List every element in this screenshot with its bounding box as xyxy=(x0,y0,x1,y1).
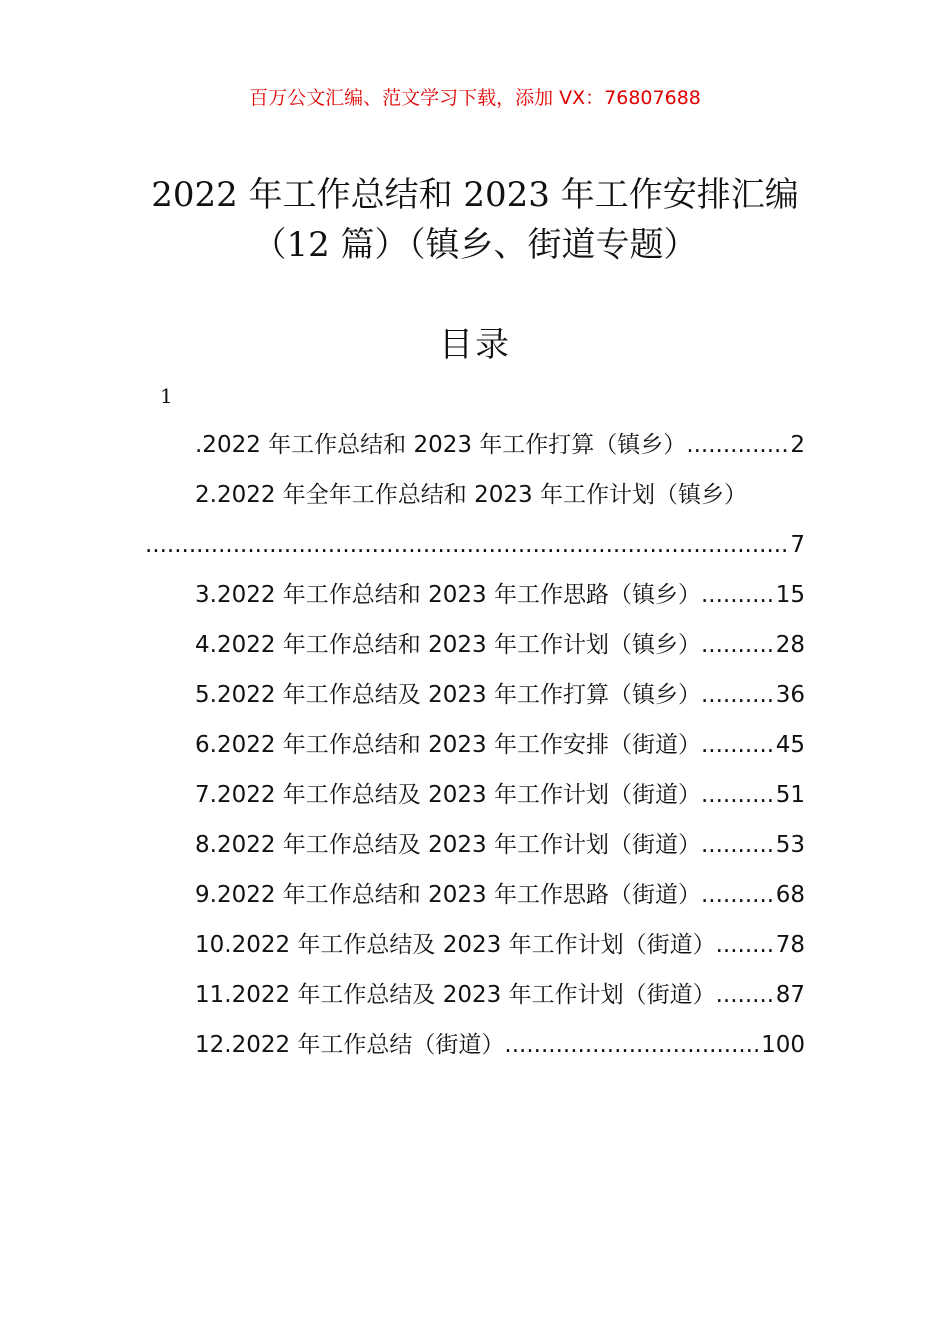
toc-entry-title: 7.2022 年工作总结及 2023 年工作计划（街道） xyxy=(195,782,701,808)
document-title-line-2: （12 篇）（镇乡、街道专题） xyxy=(252,225,698,265)
toc-entry-page: 100 xyxy=(761,1032,805,1058)
toc-list xyxy=(145,420,805,1070)
toc-marker: 1 xyxy=(160,384,173,408)
toc-entry-page: 51 xyxy=(775,782,805,808)
toc-entry-title: 4.2022 年工作总结和 2023 年工作计划（镇乡） xyxy=(195,632,701,658)
toc-entry-page: 87 xyxy=(775,982,805,1008)
toc-entry-title: 11.2022 年工作总结及 2023 年工作计划（街道） xyxy=(195,982,716,1008)
toc-entry[interactable] xyxy=(145,870,805,920)
toc-entry[interactable] xyxy=(145,570,805,620)
toc-leader-dots xyxy=(701,670,776,720)
toc-entry[interactable] xyxy=(145,720,805,770)
toc-entry-page: 28 xyxy=(775,632,805,658)
toc-entry-page: 53 xyxy=(775,832,805,858)
header-note: 百万公文汇编、范文学习下载，添加 VX：76807688 xyxy=(249,87,701,109)
toc-entry[interactable] xyxy=(145,620,805,670)
toc-leader-dots xyxy=(716,970,776,1020)
toc-entry[interactable] xyxy=(145,820,805,870)
toc-entry-title: 12.2022 年工作总结（街道） xyxy=(195,1032,505,1058)
toc-entry-continuation[interactable] xyxy=(145,520,805,570)
toc-leader-dots xyxy=(701,820,776,870)
toc-entry-title: 2.2022 年全年工作总结和 2023 年工作计划（镇乡） xyxy=(195,482,747,508)
toc-entry-page: 45 xyxy=(775,732,805,758)
toc-entry-title: 6.2022 年工作总结和 2023 年工作安排（街道） xyxy=(195,732,701,758)
toc-entry[interactable] xyxy=(145,420,805,470)
toc-leader-dots xyxy=(701,770,776,820)
toc-entry-title: 10.2022 年工作总结及 2023 年工作计划（街道） xyxy=(195,932,716,958)
toc-entry-title: 8.2022 年工作总结及 2023 年工作计划（街道） xyxy=(195,832,701,858)
toc-entry-page: 78 xyxy=(775,932,805,958)
toc-entry[interactable] xyxy=(145,770,805,820)
toc-leader-dots xyxy=(686,420,790,470)
toc-entry-title: 5.2022 年工作总结及 2023 年工作打算（镇乡） xyxy=(195,682,701,708)
toc-entry[interactable] xyxy=(145,670,805,720)
toc-leader-dots xyxy=(701,570,776,620)
toc-entry-page: 15 xyxy=(775,582,805,608)
toc-leader-dots xyxy=(504,1020,761,1070)
toc-leader-dots xyxy=(716,920,776,970)
toc-entry-title: .2022 年工作总结和 2023 年工作打算（镇乡） xyxy=(195,432,687,458)
toc-leader-dots xyxy=(145,520,790,570)
toc-entry-title: 3.2022 年工作总结和 2023 年工作思路（镇乡） xyxy=(195,582,701,608)
toc-leader-dots xyxy=(701,870,776,920)
toc-entry[interactable] xyxy=(145,920,805,970)
toc-leader-dots xyxy=(701,620,776,670)
toc-entry-page: 68 xyxy=(775,882,805,908)
toc-entry[interactable] xyxy=(145,970,805,1020)
toc-heading: 目录 xyxy=(439,325,511,365)
toc-entry[interactable] xyxy=(145,470,805,520)
toc-entry-page: 7 xyxy=(790,532,805,558)
toc-entry-title: 9.2022 年工作总结和 2023 年工作思路（街道） xyxy=(195,882,701,908)
toc-entry[interactable] xyxy=(145,1020,805,1070)
document-title xyxy=(60,170,890,270)
toc-leader-dots xyxy=(701,720,776,770)
toc-entry-page: 2 xyxy=(790,432,805,458)
toc-entry-page: 36 xyxy=(775,682,805,708)
document-title-line-1: 2022 年工作总结和 2023 年工作安排汇编 xyxy=(151,175,799,215)
